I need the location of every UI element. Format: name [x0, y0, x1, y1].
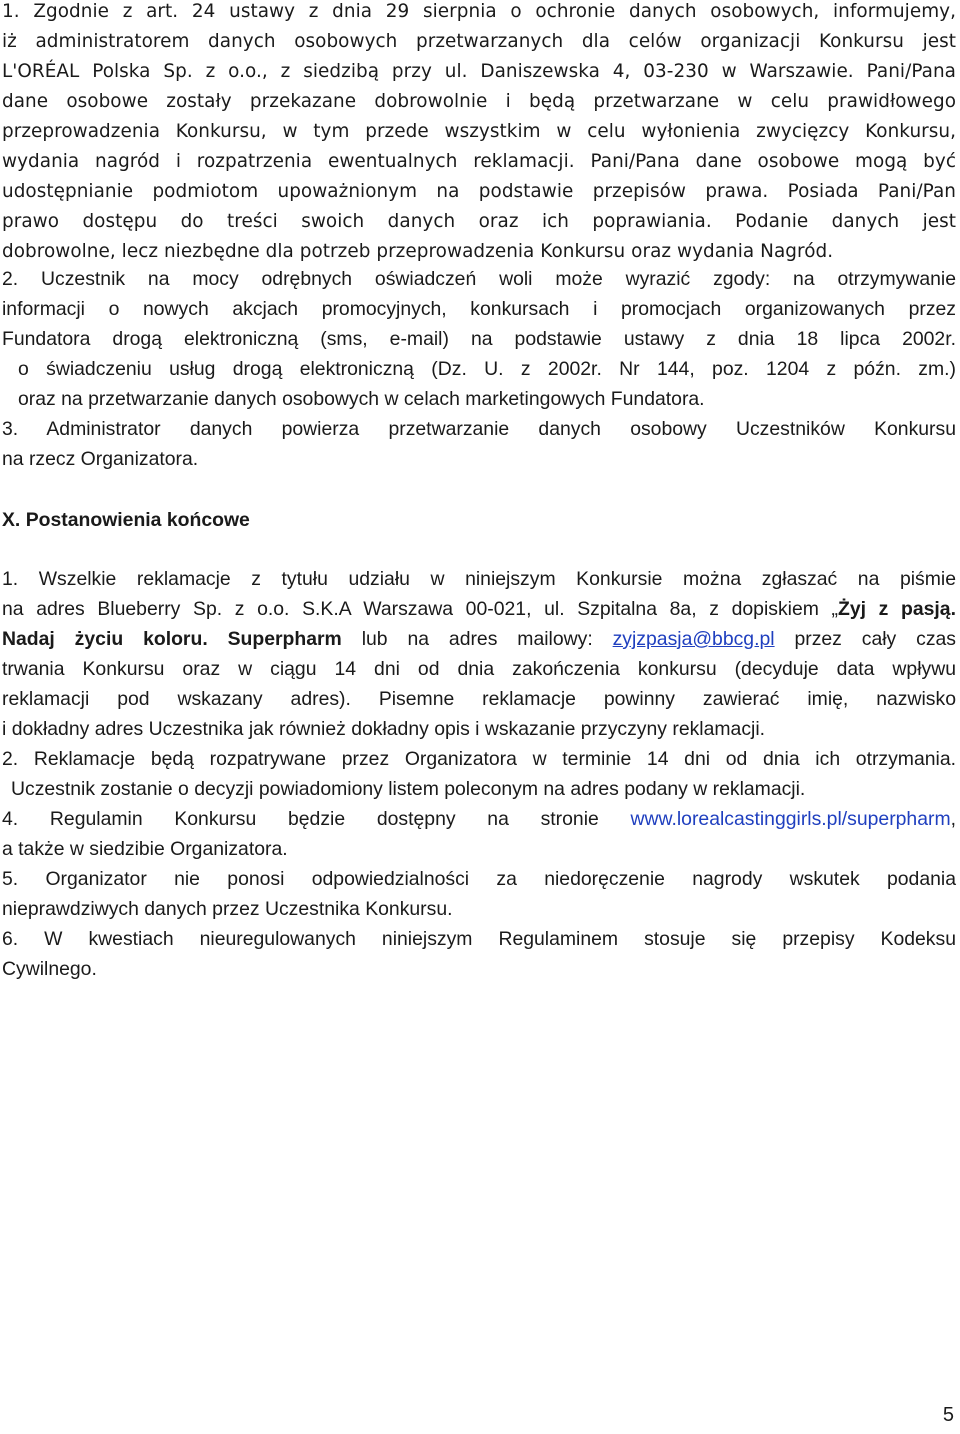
text-line: iż administratorem danych osobowych przetwarzanych dla celów organizacji Konkursu jest [2, 31, 956, 52]
section-heading: X. Postanowienia końcowe [2, 509, 250, 531]
page-number: 5 [942, 1404, 954, 1426]
text-line: i dokładny adres Uczestnika jak również dokładny opis i wskazanie przyczyny reklamacji. [2, 718, 766, 740]
email-link[interactable]: zyjzpasja@bbcg.pl [612, 628, 775, 650]
text-line: na adres Blueberry Sp. z o.o. S.K.A Warszawa 00-021, ul. Szpitalna 8a, z dopiskiem „Żyj z pasją. [2, 598, 956, 620]
regulations-link[interactable]: www.lorealcastinggirls.pl/superpharm [630, 808, 951, 830]
text-line: o świadczeniu usług drogą elektroniczną (Dz. U. z 2002r. Nr 144, poz. 1204 z późn. zm.) [18, 358, 956, 380]
final-item-4 [2, 804, 956, 864]
text-line: L'ORÉAL Polska Sp. z o.o., z siedzibą przy ul. Daniszewska 4, 03-230 w Warszawie. Pani/Pana [2, 61, 956, 82]
section-3-paragraph [2, 414, 956, 474]
text-line: prawo dostępu do treści swoich danych oraz ich poprawiania. Podanie danych jest [2, 211, 956, 232]
text-line: 2. Uczestnik na mocy odrębnych oświadczeń woli może wyrazić zgody: na otrzymywanie [2, 268, 956, 290]
final-item-6 [2, 924, 956, 984]
text-line: informacji o nowych akcjach promocyjnych, konkursach i promocjach organizowanych przez [2, 298, 956, 320]
section-2-paragraph [2, 264, 956, 414]
text-line: Fundatora drogą elektroniczną (sms, e-mail) na podstawie ustawy z dnia 18 lipca 2002r. [2, 328, 956, 350]
text-line: Uczestnik zostanie o decyzji powiadomiony listem poleconym na adres podany w reklamacji. [11, 778, 806, 800]
text-line: a także w siedzibie Organizatora. [2, 838, 288, 860]
text-line: przeprowadzenia Konkursu, w tym przede wszystkim w celu wyłonienia zwycięzcy Konkursu, [2, 121, 956, 142]
text-line: Cywilnego. [2, 958, 97, 980]
text-line: 2. Reklamacje będą rozpatrywane przez Organizatora w terminie 14 dni od dnia ich otrzymania. [2, 748, 956, 770]
text-line: oraz na przetwarzanie danych osobowych w celach marketingowych Fundatora. [18, 388, 705, 410]
final-item-2 [2, 744, 956, 804]
text-line: dobrowolne, lecz niezbędne dla potrzeb przeprowadzenia Konkursu oraz wydania Nagród. [2, 241, 834, 262]
text-line: udostępnianie podmiotom upoważnionym na podstawie przepisów prawa. Posiada Pani/Pan [2, 181, 956, 202]
text-line: Nadaj życiu koloru. Superpharm lub na adres mailowy: zyjzpasja@bbcg.pl przez cały czas [2, 628, 956, 650]
text-line: 1. Zgodnie z art. 24 ustawy z dnia 29 sierpnia o ochronie danych osobowych, informujemy, [2, 1, 956, 22]
text-line: trwania Konkursu oraz w ciągu 14 dni od dnia zakończenia konkursu (decyduje data wpływu [2, 658, 956, 680]
text-line: 3. Administrator danych powierza przetwarzanie danych osobowy Uczestników Konkursu [2, 418, 956, 440]
text-line: reklamacji pod wskazany adres). Pisemne reklamacje powinny zawierać imię, nazwisko [2, 688, 956, 710]
section-1-paragraph [2, 0, 956, 267]
text-line: nieprawdziwych danych przez Uczestnika Konkursu. [2, 898, 453, 920]
text-line: na rzecz Organizatora. [2, 448, 199, 470]
final-item-5 [2, 864, 956, 924]
text-line: wydania nagród i rozpatrzenia ewentualnych reklamacji. Pani/Pana dane osobowe mogą być [2, 151, 956, 172]
text-line: 6. W kwestiach nieuregulowanych niniejszym Regulaminem stosuje się przepisy Kodeksu [2, 928, 956, 950]
text-line: 1. Wszelkie reklamacje z tytułu udziału w niniejszym Konkursie można zgłaszać na piśmie [2, 568, 956, 590]
text-line: 5. Organizator nie ponosi odpowiedzialności za niedoręczenie nagrody wskutek podania [2, 868, 956, 890]
text-line: dane osobowe zostały przekazane dobrowolnie i będą przetwarzane w celu prawidłowego [2, 91, 956, 112]
text-line: 4. Regulamin Konkursu będzie dostępny na stronie www.lorealcastinggirls.pl/superpharm, [2, 808, 956, 830]
final-item-1 [2, 564, 956, 744]
